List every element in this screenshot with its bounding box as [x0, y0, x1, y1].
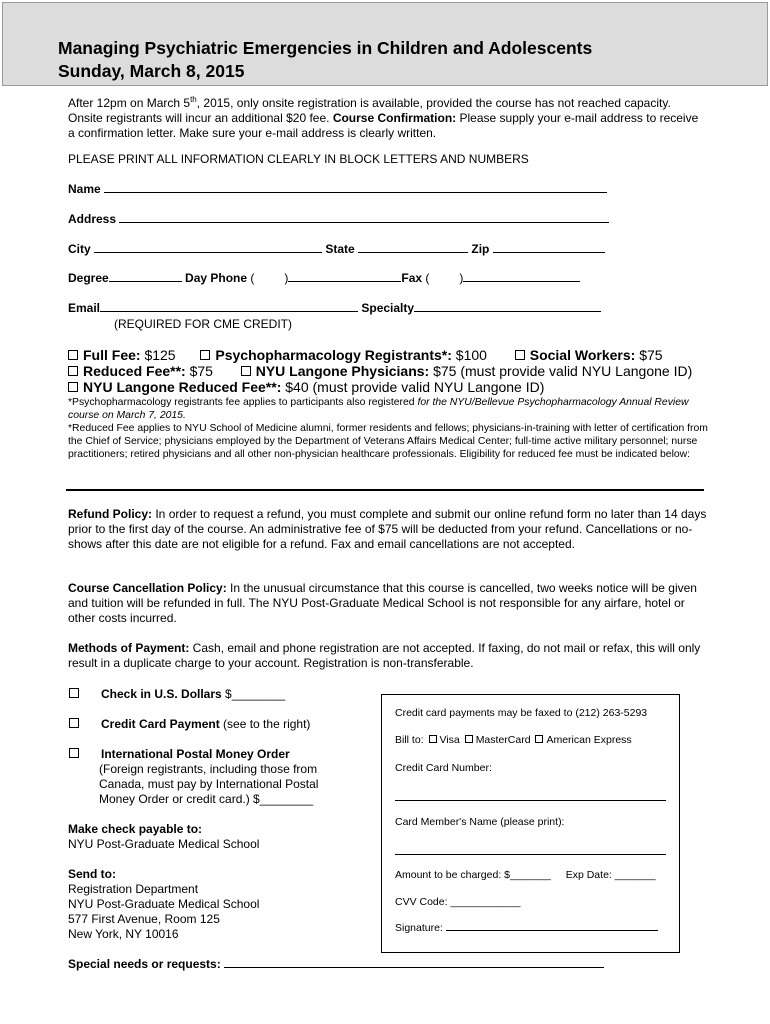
- payable-to: [68, 822, 259, 852]
- send-to-line-1: Registration Department: [68, 882, 199, 896]
- visa-checkbox[interactable]: [429, 735, 437, 743]
- day-phone-label: Day Phone: [185, 271, 248, 285]
- send-to-label: Send to:: [68, 867, 116, 881]
- course-date: Sunday, March 8, 2015: [58, 61, 245, 81]
- special-needs-field[interactable]: [224, 957, 604, 968]
- nyu-physicians-value: $75 (must provide valid NYU Langone ID): [433, 363, 693, 379]
- zip-field[interactable]: [493, 242, 605, 253]
- credit-card-option: [101, 717, 310, 732]
- social-workers-checkbox[interactable]: [515, 350, 525, 360]
- bill-to-row: [395, 734, 632, 746]
- fee-row-3: [68, 379, 544, 395]
- bill-to-label: Bill to:: [395, 734, 424, 746]
- city-label: City: [68, 242, 91, 256]
- title-banner: [2, 2, 768, 86]
- refund-policy-label: Refund Policy:: [68, 507, 153, 521]
- nyu-physicians-checkbox[interactable]: [241, 366, 251, 376]
- cancellation-policy: [68, 581, 708, 626]
- psycho-footnote-text: *Psychopharmacology registrants fee applies to participants also registered: [68, 397, 418, 408]
- name-field[interactable]: [104, 182, 607, 193]
- signature-field[interactable]: [446, 922, 658, 931]
- fax-field[interactable]: [463, 271, 580, 282]
- cancellation-policy-text: In the unusual circumstance that this course is cancelled, two weeks notice will be given and tuition will be refunded in full. The NYU Post-Graduate Medical School is not responsible for any airfare, hotel or other costs incurred.: [68, 581, 697, 625]
- address-label: Address: [68, 212, 117, 226]
- section-divider: [66, 489, 704, 491]
- credit-card-checkbox[interactable]: [69, 718, 79, 728]
- reduced-fee-label: Reduced Fee**:: [83, 363, 186, 379]
- mastercard-label: MasterCard: [475, 734, 531, 746]
- address-field[interactable]: [119, 212, 609, 223]
- signature-label: Signature:: [395, 922, 443, 934]
- amount-row: [395, 869, 656, 881]
- zip-label: Zip: [471, 242, 490, 256]
- cme-note: (REQUIRED FOR CME CREDIT): [114, 317, 292, 331]
- nyu-reduced-value: $40 (must provide valid NYU Langone ID): [285, 379, 545, 395]
- credit-card-note: (see to the right): [219, 717, 311, 731]
- email-row: [68, 301, 601, 317]
- degree-label: Degree: [68, 271, 109, 285]
- card-number-label: Credit Card Number:: [395, 762, 492, 774]
- fax-label: Fax: [401, 271, 423, 285]
- fee-row-2: [68, 363, 692, 379]
- amex-label: American Express: [546, 734, 632, 746]
- send-to-line-2: NYU Post-Graduate Medical School: [68, 897, 260, 911]
- mastercard-checkbox[interactable]: [465, 735, 473, 743]
- money-order-line-2: Canada, must pay by International Postal: [99, 777, 319, 791]
- methods-of-payment-label: Methods of Payment:: [68, 641, 190, 655]
- specialty-label: Specialty: [361, 301, 415, 315]
- amount-field[interactable]: Amount to be charged: $_______: [395, 869, 551, 881]
- state-field[interactable]: [358, 242, 468, 253]
- refund-policy-text: In order to request a refund, you must complete and submit our online refund form no later than 14 days prior to the first day of the course. An administrative fee of $75 will be deducted from your refund. Cancellations or no-shows after this date are not eligible for a refund. Fax and email cancellations are not accepted.: [68, 507, 707, 551]
- special-needs-label: Special needs or requests:: [68, 957, 221, 971]
- credit-card-box: [381, 694, 680, 953]
- nyu-reduced-label: NYU Langone Reduced Fee**:: [83, 379, 282, 395]
- send-to-line-3: 577 First Avenue, Room 125: [68, 912, 220, 926]
- signature-row: [395, 922, 658, 934]
- cancellation-policy-label: Course Cancellation Policy:: [68, 581, 227, 595]
- check-label: Check in U.S. Dollars: [101, 687, 222, 701]
- fax-note: Credit card payments may be faxed to (212) 263-5293: [395, 707, 648, 719]
- course-confirmation-label: Course Confirmation:: [332, 111, 457, 125]
- fax-paren-open: (: [425, 271, 430, 285]
- money-order-line-1: (Foreign registrants, including those from: [99, 762, 318, 776]
- intro-text-b: , 2015, only onsite registration is available, provided the course has not reached capacity. Onsite registrants will incur an additional $20 fee.: [68, 96, 671, 125]
- day-phone-field[interactable]: [288, 271, 401, 282]
- print-notice: PLEASE PRINT ALL INFORMATION CLEARLY IN BLOCK LETTERS AND NUMBERS: [68, 152, 529, 166]
- money-order-checkbox[interactable]: [69, 748, 79, 758]
- degree-field[interactable]: [109, 271, 182, 282]
- check-checkbox[interactable]: [69, 688, 79, 698]
- card-number-field[interactable]: [395, 800, 666, 801]
- member-name-field[interactable]: [395, 854, 666, 855]
- money-order-line-3: Money Order or credit card.) $________: [99, 792, 314, 806]
- degree-row: [68, 271, 580, 287]
- amex-checkbox[interactable]: [535, 735, 543, 743]
- psycho-fee-value: $100: [455, 347, 487, 363]
- methods-of-payment: [68, 641, 708, 671]
- full-fee-checkbox[interactable]: [68, 350, 78, 360]
- name-label: Name: [68, 182, 101, 196]
- city-row: [68, 242, 605, 258]
- refund-policy: [68, 507, 708, 552]
- nyu-physicians-label: NYU Langone Physicians:: [255, 363, 430, 379]
- state-label: State: [325, 242, 355, 256]
- send-to: [68, 867, 259, 942]
- reduced-footnote: *Reduced Fee applies to NYU School of Medicine alumni, former residents and fellows; physicians-in-training with letter of certification from the Chief of Service; physicians employed by the Department of Veterans Affairs Medical Center; full-time active military personnel; nurse practitioners; retired physicians and all other non-physician healthcare professionals. Eligibility for reduced fee must be indicated below:: [68, 423, 708, 460]
- credit-card-label: Credit Card Payment: [101, 717, 220, 731]
- reduced-fee-value: $75: [189, 363, 213, 379]
- course-title: Managing Psychiatric Emergencies in Children and Adolescents: [58, 38, 593, 58]
- check-option: [101, 687, 285, 702]
- payable-to-value: NYU Post-Graduate Medical School: [68, 837, 260, 851]
- city-field[interactable]: [94, 242, 322, 253]
- check-amount-field[interactable]: $________: [225, 687, 286, 701]
- money-order-option: [101, 747, 371, 807]
- intro-sup: th: [190, 95, 197, 104]
- intro-text-a: After 12pm on March 5: [68, 96, 191, 110]
- full-fee-label: Full Fee:: [83, 347, 141, 363]
- intro-paragraph: [68, 92, 708, 141]
- money-order-label: International Postal Money Order: [101, 747, 290, 761]
- fax-paren-close: ): [459, 271, 464, 285]
- address-row: [68, 212, 609, 228]
- email-field[interactable]: [100, 301, 358, 312]
- cvv-field[interactable]: CVV Code: ____________: [395, 896, 521, 908]
- full-fee-value: $125: [144, 347, 176, 363]
- social-workers-label: Social Workers:: [529, 347, 636, 363]
- member-name-label: Card Member's Name (please print):: [395, 816, 565, 828]
- reduced-fee-checkbox[interactable]: [68, 366, 78, 376]
- psycho-footnote-italic: for the NYU/Bellevue Psychopharmacology Annual Review course on March 7, 2015.: [68, 397, 689, 421]
- psycho-footnote: [68, 396, 708, 422]
- intro-text-c: Please supply your e-mail address to receive a confirmation letter. Make sure your e-mail address is clearly written.: [68, 111, 699, 140]
- special-needs-row: [68, 957, 604, 973]
- day-phone-paren-close: ): [284, 271, 289, 285]
- email-label: Email: [68, 301, 101, 315]
- name-row: [68, 182, 607, 198]
- social-workers-value: $75: [639, 347, 663, 363]
- visa-label: Visa: [439, 734, 460, 746]
- send-to-line-4: New York, NY 10016: [68, 927, 179, 941]
- exp-date-field[interactable]: Exp Date: _______: [565, 869, 656, 881]
- payable-to-label: Make check payable to:: [68, 822, 203, 836]
- psycho-fee-checkbox[interactable]: [200, 350, 210, 360]
- methods-of-payment-text: Cash, email and phone registration are not accepted. If faxing, do not mail or refax, this will only result in a duplicate charge to your account. Registration is non-transferable.: [68, 641, 701, 670]
- specialty-field[interactable]: [414, 301, 601, 312]
- day-phone-paren-open: (: [250, 271, 255, 285]
- nyu-reduced-checkbox[interactable]: [68, 382, 78, 392]
- fee-row-1: [68, 347, 663, 363]
- psycho-fee-label: Psychopharmacology Registrants*:: [215, 347, 452, 363]
